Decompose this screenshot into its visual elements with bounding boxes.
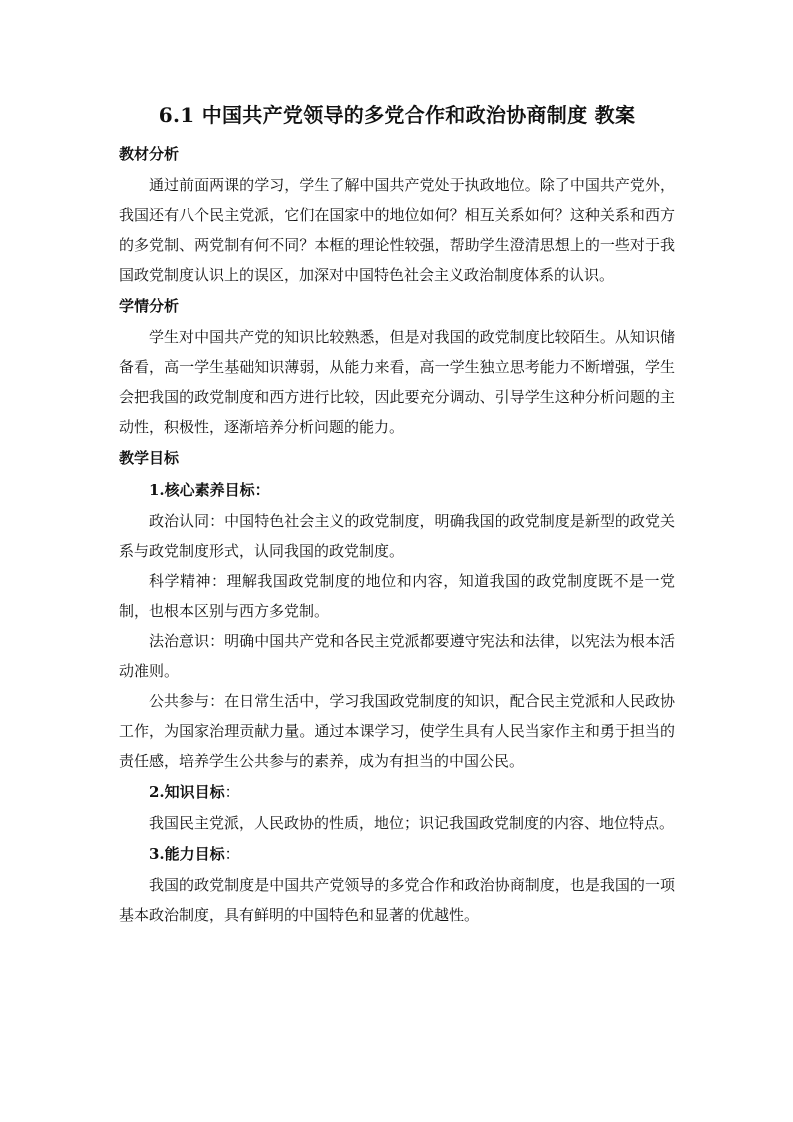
textbook-analysis-paragraph: 通过前面两课的学习，学生了解中国共产党处于执政地位。除了中国共产党外，我国还有八个民主党派，它们在国家中的地位如何？相互关系如何？这种关系和西方的多党制、两党制有何不同？本框的理论性较强，帮助学生澄清思想上的一些对于我国政党制度认识上的误区，加深对中国特色社会主义政治制度体系的认识。 [119, 176, 675, 284]
ability-objectives-text: 我国的政党制度是中国共产党领导的多党合作和政治协商制度，也是我国的一项基本政治制度，具有鲜明的中国特色和显著的优越性。 [119, 876, 675, 924]
ability-objectives-heading [119, 838, 675, 870]
knowledge-objectives-text: 我国民主党派，人民政协的性质，地位；识记我国政党制度的内容、地位特点。 [149, 814, 675, 832]
section-heading-textbook-analysis: 教材分析 [119, 145, 180, 163]
core-literacy-objectives-heading [119, 474, 675, 506]
section-heading-teaching-objectives: 教学目标 [119, 449, 180, 467]
objective-rule-of-law: 法治意识：明确中国共产党和各民主党派都要遵守宪法和法律，以宪法为根本活动准则。 [119, 632, 675, 680]
student-analysis-paragraph: 学生对中国共产党的知识比较熟悉，但是对我国的政党制度比较陌生。从知识储备看，高一学生基础知识薄弱，从能力来看，高一学生独立思考能力不断增强，学生会把我国的政党制度和西方进行比较，因此要充分调动、引导学生这种分析问题的主动性，积极性，逐渐培养分析问题的能力。 [119, 328, 675, 436]
core-literacy-objectives-label: 1.核心素养目标 [149, 481, 255, 499]
objective-political-identity: 政治认同：中国特色社会主义的政党制度，明确我国的政党制度是新型的政党关系与政党制度形式，认同我国的政党制度。 [119, 512, 675, 560]
objective-public-participation: 公共参与：在日常生活中，学习我国政党制度的知识，配合民主党派和人民政协工作，为国家治理贡献力量。通过本课学习，使学生具有人民当家作主和勇于担当的责任感，培养学生公共参与的素养，成为有担当的中国公民。 [119, 692, 675, 770]
objective-scientific-spirit: 科学精神：理解我国政党制度的地位和内容，知道我国的政党制度既不是一党制，也根本区别与西方多党制。 [119, 572, 675, 620]
knowledge-objectives-label: 2.知识目标 [149, 783, 225, 801]
knowledge-objectives-heading [119, 776, 675, 808]
ability-objectives-label: 3.能力目标 [149, 845, 225, 863]
document-body [119, 98, 675, 930]
ability-objectives-colon: ： [224, 845, 240, 863]
section-heading-student-analysis: 学情分析 [119, 297, 180, 315]
knowledge-objectives-colon: ： [224, 783, 240, 801]
core-literacy-objectives-colon: ： [254, 481, 270, 499]
document-title: 6.1 中国共产党领导的多党合作和政治协商制度 教案 [158, 103, 636, 127]
